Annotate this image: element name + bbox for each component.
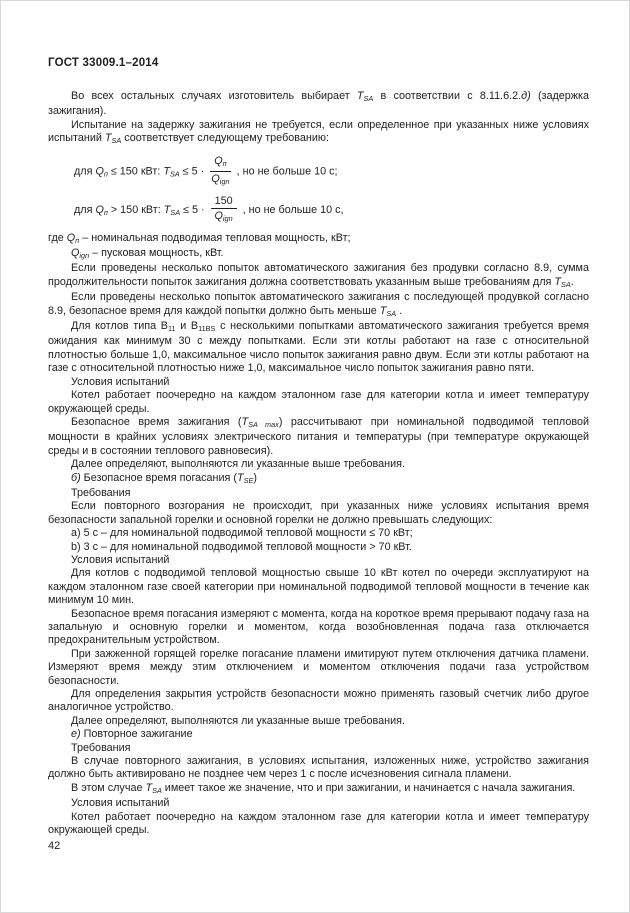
text-run: и В — [175, 320, 199, 333]
text-run: Q — [214, 209, 223, 222]
subscript-text: SA — [169, 168, 180, 178]
fraction — [210, 155, 230, 188]
text-run: ≤ 150 кВт: — [107, 164, 164, 177]
paragraph — [48, 487, 589, 500]
subscript-text: ign — [219, 176, 230, 186]
text-run: Безопасное время погасания измеряют с момента, когда на короткое время прерывают подачу газа на запальную и основную горелки и моментом, когда возобновленная подача газа отключается предохранительным устройством. — [48, 607, 589, 647]
text-run: a) 5 с – для номинальной подводимой тепловой мощности ≤ 70 кВт; — [71, 527, 413, 540]
paragraph — [48, 742, 589, 755]
text-run: , но не больше 10 с, — [239, 203, 344, 216]
text-run: Для котлов с подводимой тепловой мощностью свыше 10 кВт котел по очереди эксплуатируют на каждом эталонном газе своей категории при номинальной подводимой тепловой мощности в течение как минимум 10 мин. — [48, 567, 589, 607]
subscript-text: SA max — [248, 419, 279, 429]
subscript-text: п — [103, 168, 108, 178]
paragraph — [48, 232, 589, 247]
text-run: – пусковая мощность, кВт. — [89, 247, 224, 260]
text-run: Испытание на задержку зажигания не требуется, если определенное при указанных ниже условиях испытаний — [48, 118, 589, 145]
text-run: Требования — [71, 486, 131, 499]
paragraph — [48, 262, 589, 291]
text-run: Q — [66, 231, 76, 244]
subscript-text: SA — [170, 207, 181, 217]
paragraph — [48, 688, 589, 715]
text-run: б) — [71, 471, 81, 484]
text-run: Условия испытаний — [71, 375, 170, 388]
paragraph — [48, 500, 589, 527]
paragraph — [48, 554, 589, 567]
paragraph — [48, 472, 589, 487]
paragraph — [48, 527, 589, 540]
text-run: T — [356, 90, 364, 102]
subscript-text: ign — [79, 251, 90, 261]
paragraph — [48, 458, 589, 471]
paragraph — [48, 648, 589, 688]
subscript-text: SA — [363, 94, 374, 103]
text-run: Далее определяют, выполняются ли указанные выше требования. — [71, 458, 405, 471]
text-run: Условия испытаний — [71, 553, 170, 566]
text-run: д) — [521, 90, 531, 102]
formula-line — [74, 195, 589, 225]
subscript-text: SA — [386, 308, 397, 318]
text-run: в соответствии с 8.11.6.2. — [373, 90, 522, 102]
subscript-text: 11BS — [198, 324, 216, 334]
text-run: Безопасное время зажигания ( — [71, 415, 242, 428]
paragraph — [48, 782, 589, 797]
document-content — [48, 90, 589, 838]
text-run: Q — [95, 164, 104, 177]
text-run: для — [74, 203, 96, 216]
text-run: Требования — [71, 741, 131, 754]
subscript-text: SA — [111, 136, 122, 146]
text-run: ) рассчитывают при номинальной подводимой тепловой мощности в крайних условиях электрического питания и температуры (при температуре окружающей среды и в состоянии теплового равновесия). — [48, 415, 589, 457]
text-run: е) — [71, 728, 81, 741]
text-run: . — [570, 275, 574, 288]
text-run: Для котлов типа В — [71, 320, 168, 333]
text-run: Во всех остальных случаях изготовитель выбирает — [71, 90, 357, 102]
text-run: для — [74, 164, 96, 177]
text-run: Для определения закрытия устройств безопасности можно применять газовый счетчик либо другое аналогичное устройство. — [48, 688, 589, 714]
page-number: 42 — [48, 840, 61, 852]
text-run: При зажженной горящей горелке погасание пламени имитируют путем отключения датчика пламени. Измеряют время между этим отключением и моментом отключения подачи газа устройством безопасности. — [48, 647, 589, 687]
text-run: Если проведены несколько попыток автоматического зажигания без продувки согласно 8.9, сумма продолжительности попыток зажигания должна соответствовать указанным выше требованиям для — [48, 262, 589, 288]
subscript-text: SA — [560, 279, 571, 289]
text-run: Q — [211, 172, 220, 185]
text-run: T — [554, 275, 561, 288]
text-run: В этом случае — [71, 781, 146, 794]
paragraph — [48, 291, 589, 320]
subscript-text: ign — [222, 213, 233, 223]
text-run: > 150 кВт: — [107, 203, 164, 216]
paragraph — [48, 755, 589, 782]
paragraph — [48, 728, 589, 741]
text-run: имеет такое же значение, что и при зажигании, и начинается с начала зажигания. — [161, 781, 576, 794]
text-run: T — [163, 203, 171, 216]
paragraph — [48, 797, 589, 810]
paragraph — [48, 320, 589, 376]
paragraph — [48, 416, 589, 458]
text-run: с несколькими попытками автоматического зажигания требуется время ожидания как минимум 30 с между попытками. Если эти котлы работают на газе с относительной плотностью больше 1,0, максимальное число попыток зажигания равно двум. Если эти котлы работают на газе с относительной плотностью ниже 1,0, максимальное число попыток зажигания равно пяти. — [48, 320, 589, 375]
text-run: , но не больше 10 с; — [233, 164, 338, 177]
text-run: 150 — [214, 194, 233, 207]
paragraph — [48, 567, 589, 607]
paragraph — [48, 541, 589, 554]
text-run: T — [104, 132, 112, 145]
paragraph — [48, 811, 589, 838]
text-run: T — [145, 781, 153, 794]
document-header: ГОСТ 33009.1–2014 — [48, 57, 159, 69]
text-run: где — [48, 231, 67, 244]
paragraph — [48, 90, 589, 119]
text-run: ≤ 5 · — [180, 203, 208, 216]
subscript-text: п — [103, 207, 108, 217]
text-run: В случае повторного зажигания, в условиях испытания, изложенных ниже, устройство зажигания должно быть активировано не позднее чем через 1 с после исчезновения сигнала пламени. — [48, 755, 589, 781]
paragraph — [48, 715, 589, 728]
text-run: ≤ 5 · — [179, 164, 208, 177]
text-run: – номинальная подводимая тепловая мощность, кВт; — [79, 231, 351, 244]
text-run: Если повторного возгорания не происходит, при указанных ниже условиях испытания время безопасности запальной горелки и основной горелки не должно превышать следующих: — [48, 500, 589, 526]
text-run: ) — [253, 471, 257, 484]
paragraph — [48, 376, 589, 389]
text-run: Далее определяют, выполняются ли указанные выше требования. — [71, 714, 405, 727]
text-run: T — [379, 304, 387, 317]
text-run: Q — [71, 247, 80, 260]
subscript-text: п — [75, 235, 80, 245]
text-run: T — [241, 415, 249, 428]
text-run: b) 3 с – для номинальной подводимой тепловой мощности > 70 кВт. — [71, 540, 412, 553]
text-run: Q — [95, 203, 104, 216]
subscript-text: п — [222, 158, 227, 168]
subscript-text: 11 — [167, 324, 176, 334]
paragraph — [48, 608, 589, 648]
text-run: T — [237, 471, 244, 484]
fraction — [211, 195, 237, 225]
paragraph — [48, 119, 589, 148]
text-run: T — [163, 164, 170, 177]
paragraph — [48, 389, 589, 416]
text-run: Безопасное время погасания ( — [80, 471, 237, 484]
text-run: . — [396, 304, 403, 317]
subscript-text: SA — [152, 785, 162, 795]
text-run: (задержка зажигания). — [48, 90, 589, 118]
text-run: Котел работает поочередно на каждом эталонном газе для категории котла и имеет температуру окружающей среды. — [48, 810, 589, 837]
text-run: Повторное зажигание — [80, 728, 193, 741]
text-run: соответствует следующему требованию: — [121, 132, 329, 145]
text-run: Котел работает поочередно на каждом эталонном газе для категории котла и имеет температуру окружающей среды. — [48, 389, 589, 415]
text-run: Q — [214, 154, 223, 167]
formula-line — [74, 155, 589, 188]
paragraph — [48, 247, 589, 262]
text-run: Если проведены несколько попыток автоматического зажигания с последующей продувкой согласно 8.9, безопасное время для каждой попытки должно быть меньше — [48, 291, 589, 317]
text-run: Условия испытаний — [71, 797, 170, 810]
subscript-text: SE — [243, 475, 254, 485]
